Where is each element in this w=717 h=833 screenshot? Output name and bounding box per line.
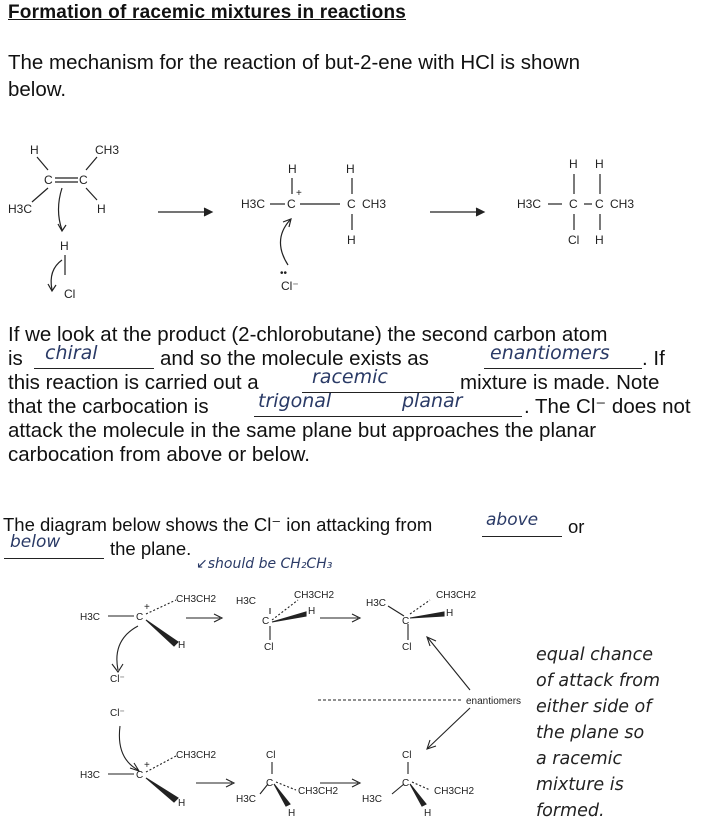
chem-label: CH3CH2 [176, 594, 217, 605]
para-line-3b: mixture is made. Note [460, 371, 660, 394]
chem-label: H [288, 808, 296, 819]
chem-label: H [569, 157, 578, 171]
chem-label: H3C [241, 197, 266, 211]
chem-label: CH3CH2 [176, 750, 217, 761]
chem-label: H3C [362, 794, 383, 805]
chem-label: Cl⁻ [281, 279, 299, 293]
chem-label: CH3 [362, 197, 387, 211]
page-title: Formation of racemic mixtures in reactions [8, 2, 407, 23]
diagram-line-1a: The diagram below shows the Cl⁻ ion attacking from [3, 514, 433, 535]
chem-label: + [144, 602, 150, 613]
chem-label: Cl [402, 642, 412, 653]
chem-label: H [347, 233, 356, 247]
chem-label: CH3 [95, 143, 120, 157]
chem-label: C [347, 197, 356, 211]
chem-label: Cl [64, 287, 76, 301]
chem-label: CH3CH2 [436, 590, 477, 601]
chem-label: H [60, 239, 69, 253]
chem-label: H [288, 162, 297, 176]
chem-label: H [178, 640, 186, 651]
intro-line-2: below. [8, 78, 67, 101]
para-line-6: carbocation from above or below. [8, 443, 310, 466]
chem-label: H3C [366, 598, 387, 609]
para-line-2a: is [8, 347, 23, 370]
chem-label: + [296, 188, 302, 199]
chem-label: H [178, 798, 186, 809]
note-line: either side of [536, 697, 652, 717]
diagram-line-2: the plane. [110, 538, 192, 559]
chem-label: C [79, 173, 88, 187]
chem-label: H3C [80, 612, 101, 623]
chem-label: H3C [236, 596, 257, 607]
chem-label: C [595, 197, 604, 211]
chem-label: H3C [236, 794, 257, 805]
chem-label: CH3CH2 [294, 590, 335, 601]
answer-trigonal: trigonal [258, 390, 332, 412]
note-line: mixture is [536, 775, 624, 795]
enantiomers-label: enantiomers [466, 696, 522, 707]
para-line-2b: and so the molecule exists as [160, 347, 429, 370]
para-line-2c: . If [642, 347, 665, 370]
chem-label: C [44, 173, 53, 187]
attack-diagram [0, 578, 540, 833]
chem-label: Cl [264, 642, 274, 653]
chem-label: C [262, 616, 270, 627]
chem-label: C [266, 778, 274, 789]
note-line: formed. [536, 801, 605, 821]
chem-label: H [595, 157, 604, 171]
answer-below: below [10, 532, 61, 552]
chem-label: Cl [402, 750, 412, 761]
note-line: equal chance [536, 645, 654, 665]
chem-label: CH3CH2 [298, 786, 339, 797]
note-line: of attack from [536, 671, 661, 691]
note-should-be: ↙should be CH₂CH₃ [196, 556, 333, 572]
chem-label: H [308, 606, 316, 617]
chem-label: Cl [266, 750, 276, 761]
chem-label: H [97, 202, 106, 216]
intro-line-1: The mechanism for the reaction of but-2-ene with HCl is shown [8, 51, 580, 74]
chem-label: C [569, 197, 578, 211]
mechanism-diagram [0, 130, 717, 310]
chem-label: Cl⁻ [110, 708, 125, 719]
answer-racemic: racemic [312, 366, 388, 388]
answer-chiral: chiral [45, 342, 98, 364]
note-line: the plane so [536, 723, 645, 743]
para-line-4b: . The Cl⁻ does not [524, 395, 691, 418]
answer-planar: planar [402, 390, 463, 412]
chem-label: Cl⁻ [110, 674, 125, 685]
chem-label: H3C [8, 202, 33, 216]
chem-label: H [446, 608, 454, 619]
diagram-line-1b: or [568, 516, 585, 537]
chem-label: C [136, 612, 144, 623]
chem-label: H3C [80, 770, 101, 781]
answer-above: above [486, 510, 539, 530]
chem-label: H [30, 143, 39, 157]
chem-label: CH3CH2 [434, 786, 475, 797]
chem-label: C [402, 778, 410, 789]
chem-label: C [402, 616, 410, 627]
chem-label: H [595, 233, 604, 247]
chem-label: H [346, 162, 355, 176]
para-line-1: If we look at the product (2-chlorobutane) the second carbon atom [8, 323, 608, 346]
chem-label: •• [280, 268, 288, 279]
handwritten-note [536, 642, 716, 824]
chem-label: Cl [568, 233, 580, 247]
para-line-4a: that the carbocation is [8, 395, 209, 418]
chem-label: C [287, 197, 296, 211]
chem-label: H3C [517, 197, 542, 211]
chem-label: C [136, 770, 144, 781]
answer-enantiomers: enantiomers [490, 342, 610, 364]
chem-label: H [424, 808, 432, 819]
para-line-3a: this reaction is carried out a [8, 371, 259, 394]
note-line: a racemic [536, 749, 623, 769]
chem-label: + [144, 760, 150, 771]
chem-label: CH3 [610, 197, 635, 211]
para-line-5: attack the molecule in the same plane but approaches the planar [8, 419, 597, 442]
